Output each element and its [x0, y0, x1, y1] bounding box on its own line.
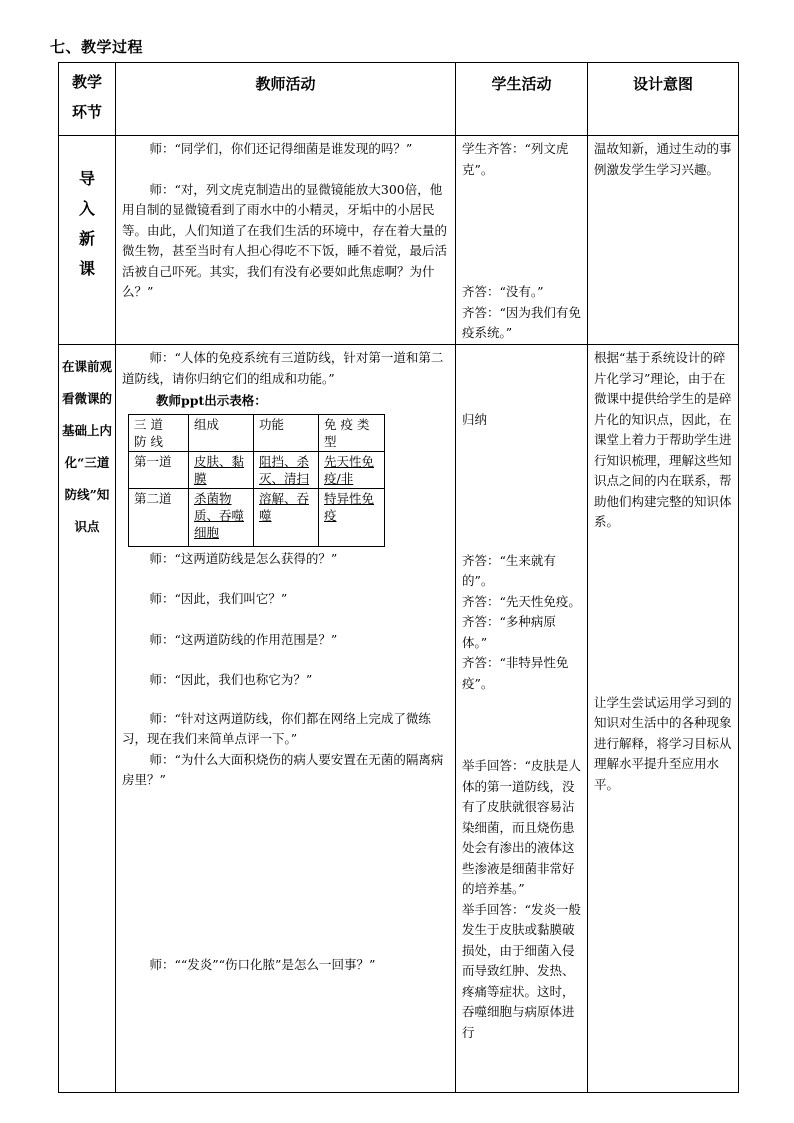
ppt-cell: 阻挡、杀灭、清扫 [254, 451, 319, 488]
teacher-question: 师：“因此，我们叫它？” [149, 591, 288, 606]
design-intent-intro [588, 136, 739, 345]
student-activity-defense [456, 345, 588, 1093]
teacher-activity-defense [116, 345, 456, 1093]
teacher-line: 师：“人体的免疫系统有三道防线，针对第一道和第二道防线，请你归纳它们的组成和功能。” [122, 350, 444, 386]
ppt-row [129, 488, 385, 546]
student-line: 齐答：“非特异性免疫”。 [462, 655, 569, 691]
header-row [59, 63, 739, 136]
ppt-header-cell: 三道防线 [129, 414, 189, 451]
ppt-header-row [129, 414, 385, 451]
teacher-question: 师：““发炎”“伤口化脓”是怎么一回事？” [149, 956, 376, 972]
ppt-header-cell: 组成 [189, 414, 254, 451]
student-activity-intro [456, 136, 588, 345]
student-line: 归纳 [462, 412, 488, 427]
design-line: 让学生尝试运用学习到的知识对生活中的各种现象进行解释，将学习目标从理解水平提升至应用水平。 [594, 694, 732, 792]
student-line: 学生齐答：“列文虎克”。 [462, 141, 569, 177]
ppt-cell: 皮肤、黏膜 [189, 451, 254, 488]
teacher-line: 师：“同学们，你们还记得细菌是谁发现的吗？” [149, 141, 413, 156]
ppt-cell: 第二道 [129, 488, 189, 546]
design-line: 根据“基于系统设计的碎片化学习”理论，由于在微课中提供给学生的是碎片化的知识点，因此，在课堂上着力于帮助学生进行知识梳理，理解这些知识点之间的内在联系，帮助他们构建完整的知识体系。 [594, 350, 732, 529]
ppt-table [128, 414, 385, 547]
teacher-question: 师：“这两道防线的作用范围是？” [149, 631, 338, 647]
ppt-header-cell: 免疫类型 [319, 414, 385, 451]
student-line: 齐答：“没有。” [462, 284, 544, 299]
ppt-row [129, 451, 385, 488]
student-line: 齐答：“因为我们有免疫系统。” [462, 304, 581, 340]
teacher-question: 师：“因此，我们也称它为？” [149, 672, 313, 687]
stage-defense: 在课前观看微课的基础上内化“三道防线”知识点 [59, 345, 116, 1093]
teacher-question: 师：“为什么大面积烧伤的病人要安置在无菌的隔离病房里？” [122, 751, 444, 787]
ppt-table-title: 教师ppt出示表格： [156, 393, 267, 408]
stage-intro: 导入新课 [59, 136, 116, 345]
ppt-header-cell: 功能 [254, 414, 319, 451]
teacher-line: 师：“对，列文虎克制造出的显微镜能放大300倍，他用自制的显微镜看到了雨水中的小精灵，牙垢中的小居民等。由此，人们知道了在我们生活的环境中，存在着大量的微生物，甚至当时有人担心得吃不下饭，睡不着觉，最后活活被自己吓死。其实，我们有没有必要如此焦虑啊？为什么？” [122, 181, 448, 299]
ppt-cell: 先天性免疫/非 [319, 451, 385, 488]
row-intro [59, 136, 739, 345]
header-teacher: 教师活动 [116, 63, 456, 136]
student-line: 齐答：“多种病原体。” [462, 614, 556, 650]
teacher-question: 师：“针对这两道防线，你们都在网络上完成了微练习，现在我们来简单点评一下。” [122, 710, 431, 746]
header-student: 学生活动 [456, 63, 588, 136]
ppt-cell: 第一道 [129, 451, 189, 488]
student-line: 齐答：“先天性免疫。 [462, 593, 581, 609]
design-line: 温故知新，通过生动的事例激发学生学习兴趣。 [594, 141, 732, 177]
section-title: 七、教学过程 [50, 38, 144, 56]
student-line: 齐答：“生来就有的”。 [462, 552, 556, 588]
ppt-cell: 特异性免疫 [319, 488, 385, 546]
row-defense [59, 345, 739, 1093]
header-design: 设计意图 [588, 63, 739, 136]
header-stage: 教学环节 [59, 63, 116, 136]
teaching-process-table [58, 62, 739, 1093]
student-line: 举手回答：“皮肤是人体的第一道防线，没有了皮肤就很容易沾染细菌，而且烧伤患处会有渗出的液体这些渗液是细菌非常好的培养基。” [462, 758, 581, 896]
ppt-cell: 杀菌物质、吞噬细胞 [189, 488, 254, 546]
teacher-question: 师：“这两道防线是怎么获得的？” [149, 550, 338, 566]
ppt-cell: 溶解、吞噬 [254, 488, 319, 546]
student-line: 举手回答：“发炎一般发生于皮肤或黏膜破损处，由于细菌入侵而导致红肿、发热、疼痛等症状。这时，吞噬细胞与病原体进行 [462, 901, 581, 1040]
teacher-activity-intro [116, 136, 456, 345]
design-intent-defense [588, 345, 739, 1093]
